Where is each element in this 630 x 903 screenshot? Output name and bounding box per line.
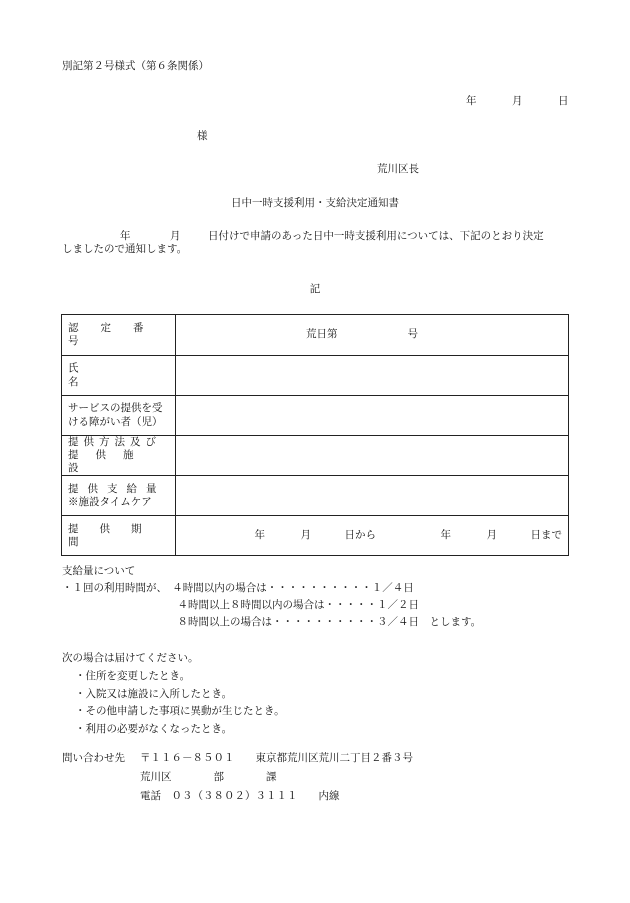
intro-paragraph bbox=[62, 230, 572, 256]
period-from-day: 日から bbox=[344, 529, 376, 542]
recipient-label-cell bbox=[62, 396, 176, 436]
contact-block bbox=[62, 752, 413, 809]
period-to-year: 年 bbox=[440, 529, 451, 542]
supply-label-line-2: ※施設タイムケア bbox=[68, 495, 152, 508]
period-label-cell bbox=[62, 516, 176, 556]
contact-line-2 bbox=[62, 771, 413, 790]
period-from-year: 年 bbox=[254, 529, 265, 542]
contact-label: 問い合わせ先 bbox=[62, 752, 125, 764]
intro-year: 年 bbox=[120, 230, 131, 242]
date-day: 日 bbox=[558, 95, 569, 107]
name-label-text: 氏名 bbox=[68, 362, 164, 388]
table-row-recipient bbox=[62, 396, 569, 436]
ki-heading: 記 bbox=[309, 283, 321, 295]
method-label-cell bbox=[62, 436, 176, 476]
table-row-supply-amount bbox=[62, 476, 569, 516]
date-month: 月 bbox=[512, 95, 523, 107]
addressee-suffix: 様 bbox=[197, 130, 208, 142]
list-item: ・入院又は施設に入所したとき。 bbox=[75, 687, 233, 700]
table-row-period bbox=[62, 516, 569, 556]
supply-heading: 支給量について bbox=[62, 565, 136, 577]
issuer: 荒川区長 bbox=[377, 163, 419, 175]
intro-line-1 bbox=[62, 230, 572, 243]
supply-lines bbox=[62, 582, 481, 633]
form-label: 別記第２号様式（第６条関係） bbox=[62, 60, 209, 72]
contact-line-1 bbox=[62, 752, 413, 771]
supply-label-line-1: 提供支給量 bbox=[68, 482, 166, 495]
date-line bbox=[466, 95, 569, 108]
method-label-line-2: 提供施設 bbox=[68, 449, 151, 475]
intro-month: 月 bbox=[170, 230, 181, 242]
certification-label: 認定番号 bbox=[68, 321, 166, 347]
name-value-cell bbox=[176, 356, 569, 396]
supply-line-2: ４時間以上８時間以内の場合は・・・・・１／２日 bbox=[62, 599, 419, 611]
notify-heading: 次の場合は届けてください。 bbox=[62, 652, 199, 664]
contact-postal-address: 〒１１６－８５０１ 東京都荒川区荒川二丁目２番３号 bbox=[140, 752, 413, 764]
period-from-month: 月 bbox=[300, 529, 311, 542]
method-value-cell bbox=[176, 436, 569, 476]
table-row-certification bbox=[62, 315, 569, 356]
certification-value-cell bbox=[176, 315, 569, 356]
supply-line-1: ・１回の利用時間が、 ４時間以内の場合は・・・・・・・・・・１／４日 bbox=[62, 582, 414, 594]
recipient-label-line-2: ける障がい者（児） bbox=[68, 415, 163, 428]
intro-line1-rest: 日付けで申請のあった日中一時支援利用については、下記のとおり決定 bbox=[208, 230, 544, 242]
list-item: ・その他申請した事項に異動が生じたとき。 bbox=[75, 705, 285, 717]
certification-suffix: 号 bbox=[407, 328, 418, 341]
period-value-cell bbox=[176, 516, 569, 556]
date-year: 年 bbox=[466, 95, 477, 107]
contact-line-3 bbox=[62, 790, 413, 809]
recipient-label-line-1: サービスの提供を受 bbox=[68, 402, 163, 415]
supply-value-cell bbox=[176, 476, 569, 516]
table-row-name bbox=[62, 356, 569, 396]
contact-dept: 荒川区 部 課 bbox=[140, 771, 277, 783]
supply-label-cell bbox=[62, 476, 176, 516]
method-label-line-1: 提供方法及び bbox=[68, 436, 161, 448]
certification-label-cell bbox=[62, 315, 176, 356]
name-label-cell bbox=[62, 356, 176, 396]
table-row-method bbox=[62, 436, 569, 476]
contact-phone: 電話 ０３（３８０２）３１１１ 内線 bbox=[140, 790, 340, 802]
period-label: 提供期間 bbox=[68, 522, 163, 548]
supply-line-3: ８時間以上の場合は・・・・・・・・・・３／４日 とします。 bbox=[62, 616, 482, 628]
recipient-value-cell bbox=[176, 396, 569, 436]
period-to-day: 日まで bbox=[530, 529, 562, 542]
certification-prefix: 荒日第 bbox=[306, 328, 338, 341]
period-to-month: 月 bbox=[486, 529, 497, 542]
intro-line-2: しましたので通知します。 bbox=[62, 243, 188, 256]
name-label bbox=[68, 362, 169, 388]
decision-table bbox=[61, 314, 569, 556]
list-item: ・住所を変更したとき。 bbox=[75, 670, 191, 682]
document-title: 日中一時支援利用・支給決定通知書 bbox=[231, 197, 399, 209]
notify-list bbox=[75, 670, 285, 740]
list-item: ・利用の必要がなくなったとき。 bbox=[75, 722, 233, 735]
